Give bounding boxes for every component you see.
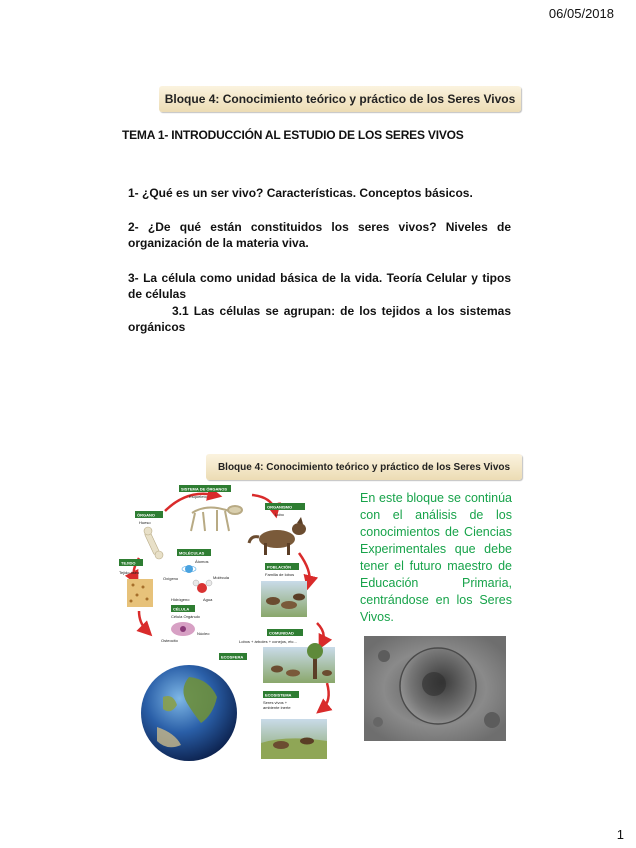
tissue-illustration — [127, 579, 153, 607]
micrograph-image — [364, 636, 506, 741]
tag-moleculas: MOLÉCULAS — [179, 550, 205, 556]
tag-organismo: ORGANISMO — [267, 504, 293, 510]
label-hueso: Hueso — [139, 520, 151, 525]
label-hidrogeno: Hidrógeno — [171, 597, 190, 602]
slide1-item-1: 1- ¿Qué es un ser vivo? Características. Conceptos básicos. — [128, 186, 473, 200]
label-atomos: Átomos — [195, 559, 209, 564]
label-oxigeno: Oxígeno — [163, 576, 179, 581]
slide1-title: TEMA 1- INTRODUCCIÓN AL ESTUDIO DE LOS SERES VIVOS — [122, 128, 464, 142]
label-familia-lobos: Familia de lobos — [265, 572, 295, 577]
population-illustration — [261, 581, 307, 617]
label-molecula: Molécula — [213, 575, 230, 580]
ecosystem-illustration — [261, 719, 327, 759]
label-osteocito: Osteocito — [161, 638, 178, 643]
label-ecosistema-2: ambiente inerte — [263, 705, 291, 710]
wolf-illustration — [249, 517, 306, 555]
earth-illustration — [141, 665, 237, 761]
label-comunidad: Lobos + árboles + conejos, etc... — [239, 639, 297, 644]
tag-organo: ÓRGANO — [137, 512, 155, 518]
slide1-banner: Bloque 4: Conocimiento teórico y práctico de los Seres Vivos — [159, 86, 521, 112]
slide1-item-2: 2- ¿De qué están constituidos los seres vivos? Niveles de organización de la materia viva. — [128, 220, 511, 250]
label-esqueleto: Esqueleto — [189, 494, 207, 499]
label-agua: Agua — [203, 597, 213, 602]
date-label: 06/05/2018 — [548, 6, 614, 21]
slide2-description: En este bloque se continúa con el análisis de los conocimientos de Ciencias Experimentales que debe tener el futuro maestro de Educación Primaria, centrándose en los Seres Vivos. — [360, 491, 512, 624]
cell-illustration — [171, 622, 195, 636]
community-illustration — [263, 643, 335, 683]
tag-sistema: SISTEMA DE ÓRGANOS — [181, 486, 228, 492]
molecule-icon — [193, 580, 212, 593]
label-nucleo: Núcleo — [197, 631, 210, 636]
label-tejido-oseo: Tejido óseo — [119, 570, 140, 575]
bone-illustration — [144, 527, 163, 559]
skeleton-illustration — [191, 506, 242, 531]
slide1-item-3-1: 3.1 Las células se agrupan: de los tejidos a los sistemas orgánicos — [128, 304, 511, 334]
tag-comunidad: COMUNIDAD — [269, 630, 294, 636]
organization-levels-diagram — [117, 483, 351, 765]
label-ecosistema-1: Seres vivos + — [263, 700, 288, 705]
label-celula-organulo: Célula Orgánulo — [171, 614, 200, 619]
tag-ecosistema: ECOSISTEMA — [265, 692, 292, 698]
tag-poblacion: POBLACIÓN — [267, 564, 291, 570]
page-number: 1 — [616, 827, 624, 842]
tag-celula: CÉLULA — [173, 606, 190, 612]
label-lobo: Lobo — [275, 512, 284, 517]
tag-ecosfera: ECOSFERA — [221, 654, 244, 660]
slide2-banner: Bloque 4: Conocimiento teórico y práctico de los Seres Vivos — [206, 454, 522, 480]
atom-icon — [182, 565, 196, 573]
slide1-item-3: 3- La célula como unidad básica de la vida. Teoría Celular y tipos de células — [128, 271, 511, 301]
tag-tejido: TEJIDO — [121, 560, 136, 566]
